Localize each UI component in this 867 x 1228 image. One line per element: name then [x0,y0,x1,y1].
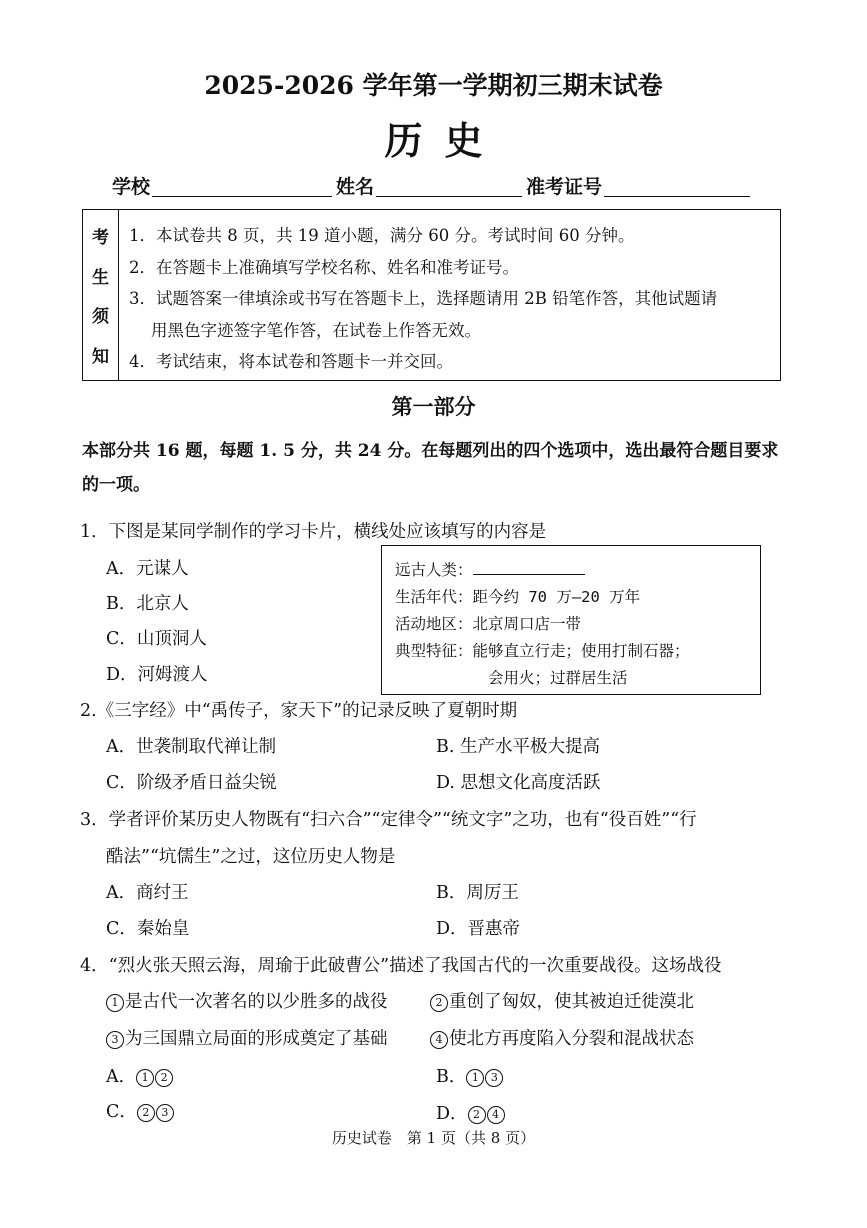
notice-side-char: 知 [92,346,109,367]
name-label: 姓名 [336,176,375,198]
card-label: 远古人类： [395,561,473,579]
circled-number: 1 [106,994,124,1012]
question-4-stem: 4．“烈火张天照云海，周瑜于此破曹公”描述了我国古代的一次重要战役。这场战役 [80,956,722,976]
notice-item: 4．考试结束，将本试卷和答题卡一并交回。 [129,352,453,371]
question-4-option-d[interactable] [436,1100,506,1125]
statement-text: 使北方再度陷入分裂和混战状态 [449,1029,694,1049]
notice-item: 1．本试卷共 8 页，共 19 道小题，满分 60 分。考试时间 60 分钟。 [129,226,635,245]
school-field[interactable] [152,176,332,197]
option-letter: C． [106,1102,137,1122]
circled-number: 2 [155,1069,173,1087]
card-line [395,558,585,580]
circled-number: 4 [430,1031,448,1049]
notice-side-char: 须 [92,307,109,328]
study-card [381,545,761,695]
card-blank [473,560,585,575]
question-4-statement-4 [430,1025,694,1050]
option-letter: B． [436,1067,467,1087]
question-4-statement-2 [430,988,694,1013]
exam-number-label: 准考证号 [526,176,603,198]
part-description: 本部分共 16 题，每题 1. 5 分，共 24 分。在每题列出的四个选项中，选出最符合题目要求的一项。 [82,441,779,495]
question-2-option-c[interactable]: C．阶级矛盾日益尖锐 [106,773,277,793]
question-3-option-c[interactable]: C．秦始皇 [106,919,190,939]
notice-side-char: 考 [92,228,109,249]
question-2-option-d[interactable]: D. 思想文化高度活跃 [436,773,601,793]
notice-items [129,220,717,378]
question-3-option-b[interactable]: B．周厉王 [436,883,519,903]
page-footer: 历史试卷 第 1 页（共 8 页） [331,1129,536,1147]
card-line: 典型特征：能够直立行走；使用打制石器； [395,642,690,660]
statement-text: 是古代一次著名的以少胜多的战役 [125,992,388,1012]
circled-number: 1 [136,1069,154,1087]
circled-number: 3 [156,1104,174,1122]
candidate-notice-box [82,209,781,381]
card-line: 会用火；过群居生活 [488,669,628,687]
option-letter: D． [436,1104,468,1124]
statement-text: 重创了匈奴，使其被迫迁徙漠北 [449,992,694,1012]
question-2-option-b[interactable]: B. 生产水平极大提高 [436,737,600,757]
notice-item-continuation: 用黑色字迹签字笔作答，在试卷上作答无效。 [151,320,481,340]
circled-number: 3 [106,1031,124,1049]
exam-title: 2025-2026 学年第一学期初三期末试卷 [204,71,663,100]
circled-number: 2 [430,994,448,1012]
part-title: 第一部分 [391,394,476,419]
question-1-option-c[interactable]: C．山顶洞人 [106,629,207,649]
question-1-option-a[interactable]: A．元谋人 [106,559,189,579]
question-4-option-a[interactable] [106,1063,174,1088]
question-3-stem-line1: 3．学者评价某历史人物既有“扫六合”“定律令”“统文字”之功，也有“役百姓”“行 [80,810,697,830]
question-2-option-a[interactable]: A．世袭制取代禅让制 [106,737,277,757]
question-1-stem: 1．下图是某同学制作的学习卡片，横线处应该填写的内容是 [80,522,547,542]
circled-number: 2 [468,1106,486,1124]
question-1-option-b[interactable]: B．北京人 [106,594,189,614]
card-line: 活动地区：北京周口店一带 [395,615,582,633]
circled-number: 3 [485,1069,503,1087]
question-3-option-a[interactable]: A．商纣王 [106,883,189,903]
statement-text: 为三国鼎立局面的形成奠定了基础 [125,1029,388,1049]
question-3-stem-line2: 酷法”“坑儒生”之过，这位历史人物是 [106,847,396,867]
notice-item: 3．试题答案一律填涂或书写在答题卡上，选择题请用 2B 铅笔作答，其他试题请 [129,289,718,308]
question-4-option-b[interactable] [436,1063,504,1088]
card-line: 生活年代：距今约 70 万—20 万年 [395,588,641,606]
question-4-statement-1 [106,988,388,1013]
name-field[interactable] [376,176,522,197]
circled-number: 1 [466,1069,484,1087]
circled-number: 4 [487,1106,505,1124]
notice-item: 2．在答题卡上准确填写学校名称、姓名和准考证号。 [129,257,519,277]
circled-number: 2 [137,1104,155,1122]
notice-side-char: 生 [92,267,109,288]
question-4-option-c[interactable] [106,1098,175,1123]
exam-number-field[interactable] [604,176,750,197]
question-1-option-d[interactable]: D．河姆渡人 [106,665,208,685]
school-label: 学校 [112,176,151,198]
option-letter: A． [106,1067,137,1087]
question-2-stem: 2.《三字经》中“禹传子，家天下”的记录反映了夏朝时期 [80,701,518,721]
notice-side-label [83,210,119,380]
subject-title: 历史 [384,118,505,163]
candidate-info-row [112,172,754,199]
question-3-option-d[interactable]: D．晋惠帝 [436,919,521,939]
question-4-statement-3 [106,1025,388,1050]
